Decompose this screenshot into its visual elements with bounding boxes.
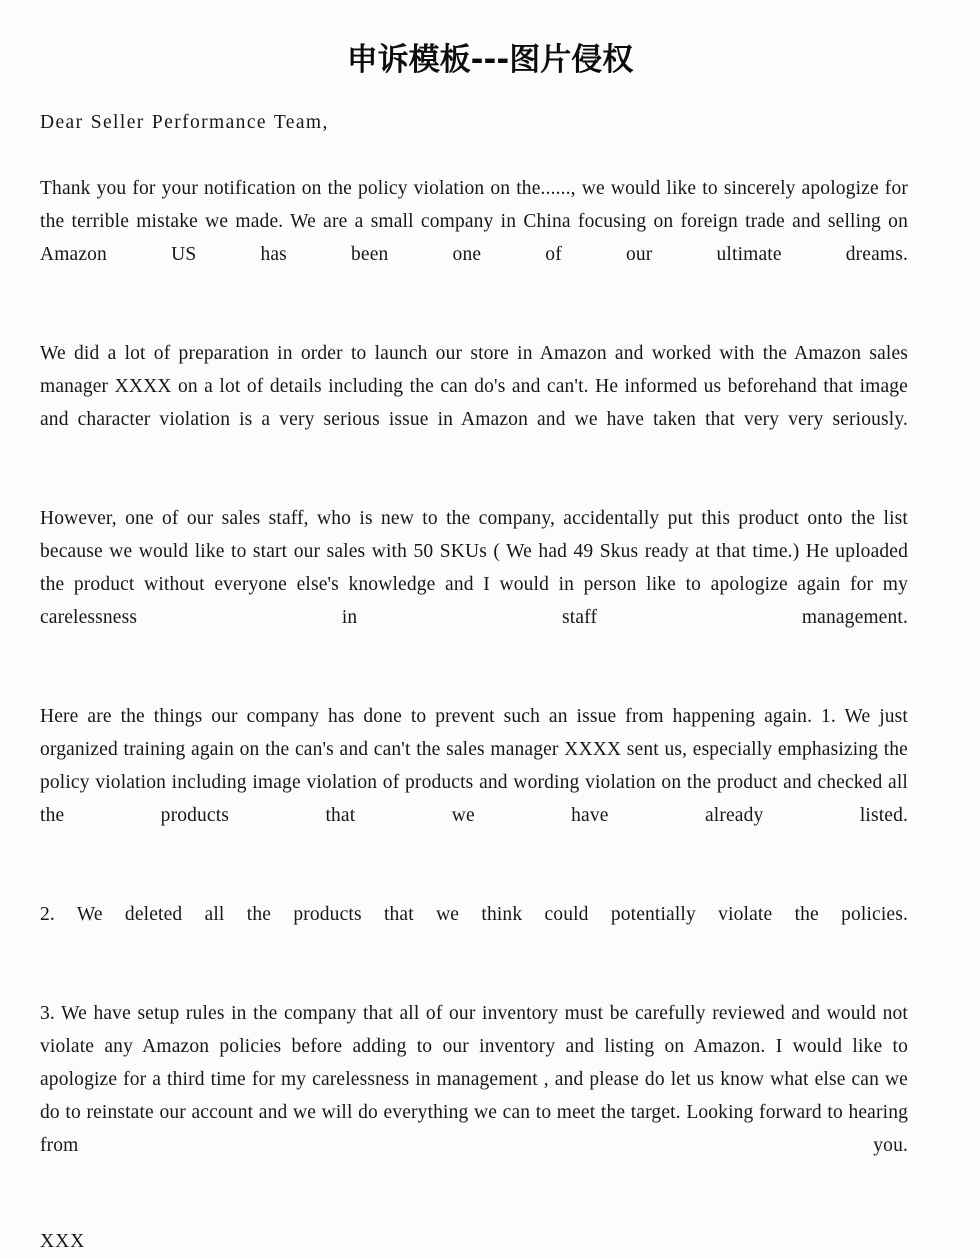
body-paragraph-2: We did a lot of preparation in order to launch our store in Amazon and worked with the Amazon sales manager XXXX on a lot of details including the can do's and can't. He informed us beforehand that image and character violation is a very serious issue in Amazon and we have taken that very very seriously. <box>40 343 908 430</box>
paragraph-spacer <box>40 1195 908 1225</box>
paragraph-spacer <box>40 964 908 997</box>
signature-line: XXX <box>40 1231 86 1252</box>
letter-body <box>40 106 908 1258</box>
body-paragraph-4: Here are the things our company has done to prevent such an issue from happening again. 1. We just organized training again on the can's and can't the sales manager XXXX sent us, especially emphasizing the policy violation including image violation of products and wording violation on the product and checked all the products that we have already listed. <box>40 706 908 826</box>
paragraph-spacer <box>40 469 908 502</box>
page-title: 申诉模板---图片侵权 <box>346 41 634 78</box>
paragraph-spacer <box>40 667 908 700</box>
body-paragraph-6: 3. We have setup rules in the company that all of our inventory must be carefully reviewed and would not violate any Amazon policies before adding to our inventory and listing on Amazon. I would like to apologize for a third time for my carelessness in management , and please do let us know what else can we do to reinstate our account and we will do everything we can to meet the target. Looking forward to hearing from you. <box>40 1003 908 1156</box>
paragraph-spacer <box>40 304 908 337</box>
body-paragraph-1: Thank you for your notification on the policy violation on the......, we would like to sincerely apologize for the terrible mistake we made. We are a small company in China focusing on foreign trade and selling on Amazon US has been one of our ultimate dreams. <box>40 178 908 265</box>
salutation-line: Dear Seller Performance Team, <box>40 112 329 133</box>
paragraph-spacer <box>40 865 908 898</box>
paragraph-spacer <box>40 139 908 172</box>
body-paragraph-5: 2. We deleted all the products that we think could potentially violate the policies. <box>40 904 908 925</box>
body-paragraph-3: However, one of our sales staff, who is new to the company, accidentally put this product onto the list because we would like to start our sales with 50 SKUs ( We had 49 Skus ready at that time.) He uploaded the product without everyone else's knowledge and I would in person like to apologize again for my carelessness in staff management. <box>40 508 908 628</box>
